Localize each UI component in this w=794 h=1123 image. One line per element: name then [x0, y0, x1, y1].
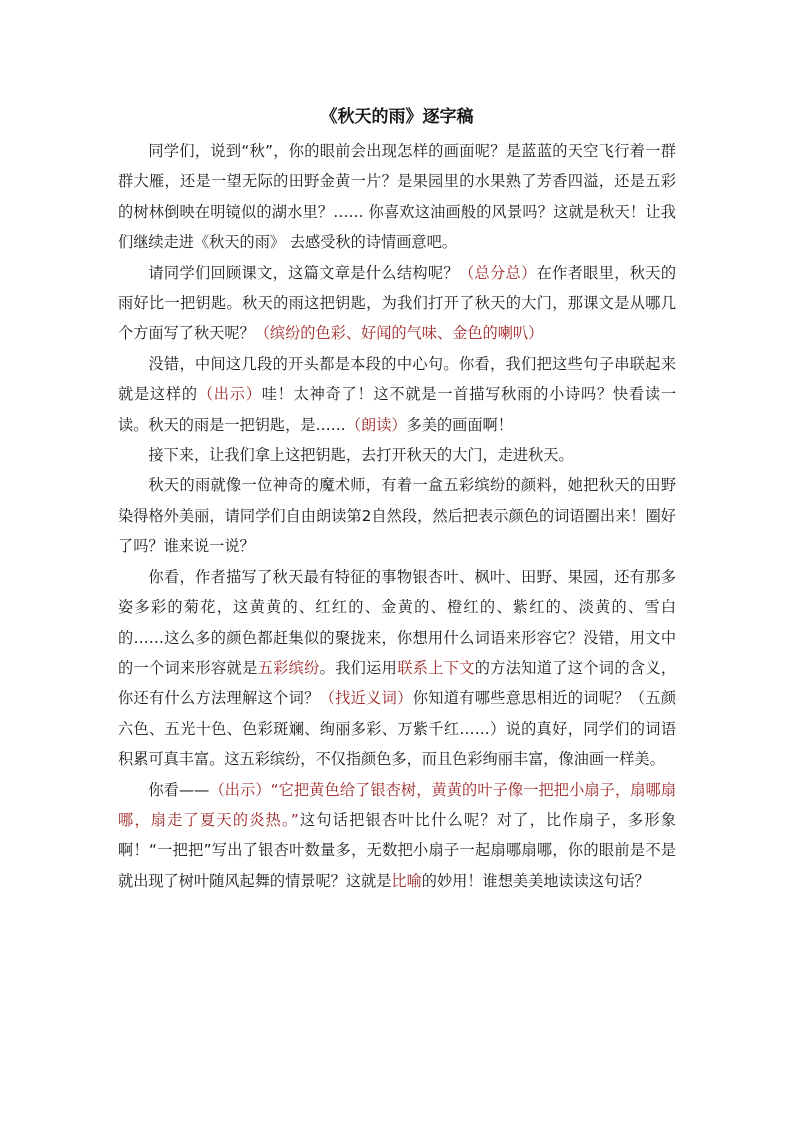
body-paragraph — [118, 562, 676, 775]
paragraph-text: 同学们，说到“秋”，你的眼前会出现怎样的画面呢？是蓝蓝的天空飞行着一群群大雁，还是一望无际的田野金黄一片？是果园里的水果熟了芳香四溢，还是五彩的树林倒映在明镜似的湖水里？…… 你喜欢这油画般的风景吗？这就是秋天！让我们继续走进《秋天的雨》 去感受秋的诗情画意吧。 — [118, 142, 676, 252]
paragraph-text: 的方法知道了这个词的含义，你还有什么方法理解这个词？ — [118, 658, 677, 708]
highlighted-text: （出示）“它把黄色给了银杏树，黄黄的叶子像一把把小扇子，扇哪扇哪，扇走了夏天的炎热。” — [118, 780, 677, 829]
highlighted-text: 五彩缤纷 — [257, 658, 320, 677]
paragraph-text: 请同学们回顾课文，这篇文章是什么结构呢？ — [148, 263, 459, 282]
paragraph-text: 接下来，让我们拿上这把钥匙，去打开秋天的大门，走进秋天。 — [148, 446, 574, 465]
document-body — [118, 136, 676, 896]
body-paragraph — [118, 440, 676, 470]
paragraph-text: 的妙用！谁想美美地读读这句话？ — [421, 871, 650, 890]
body-paragraph — [118, 470, 676, 561]
paragraph-text: 你看，作者描写了秋天最有特征的事物银杏叶、枫叶、田野、果园，还有那多姿多彩的菊花，这黄黄的、红红的、金黄的、橙红的、紫红的、淡黄的、雪白的……这么多的颜色都赶集似的聚拢来，你想用什么词语来形容它？没错，用文中的一个词来形容就是 — [118, 567, 676, 677]
body-paragraph — [118, 136, 676, 258]
paragraph-text: 这句话把银杏叶比什么呢？对了，比作扇子，多形象啊！“一把把”写出了银杏叶数量多，无数把小扇子一起扇哪扇哪，你的眼前是不是就出现了树叶随风起舞的情景呢？这就是 — [118, 810, 676, 890]
paragraph-text: 秋天的雨就像一位神奇的魔术师，有着一盒五彩缤纷的颜料，她把秋天的田野染得格外美丽，请同学们自由朗读第2自然段，然后把表示颜色的词语圈出来！圈好了吗？谁来说一说？ — [118, 476, 676, 556]
highlighted-text: （缤纷的色彩、好闻的气味、金色的喇叭） — [254, 324, 544, 343]
document-page — [118, 100, 676, 896]
body-paragraph — [118, 349, 676, 440]
paragraph-text: 哇！太神奇了！这不就是一首描写秋雨的小诗吗？快看读一读。秋天的雨是一把钥匙，是…… — [118, 385, 677, 434]
highlighted-text: （出示） — [197, 385, 262, 404]
paragraph-text: 在作者眼里，秋天的雨好比一把钥匙。秋天的雨这把钥匙，为我们打开了秋天的大门，那课文是从哪几个方面写了秋天呢？ — [118, 263, 677, 343]
paragraph-text: 多美的画面啊！ — [406, 415, 513, 434]
paragraph-text: 。我们运用 — [319, 658, 398, 677]
paragraph-text: 你看—— — [148, 780, 210, 799]
body-paragraph — [118, 258, 676, 349]
paragraph-text: 没错，中间这几段的开头都是本段的中心句。你看，我们把这些句子串联起来就是这样的 — [118, 354, 676, 404]
highlighted-text: （朗读） — [345, 415, 407, 434]
document-title: 《秋天的雨》逐字稿 — [320, 107, 474, 127]
highlighted-text: （总分总） — [458, 263, 537, 282]
body-paragraph — [118, 775, 676, 897]
highlighted-text: 比喻 — [391, 871, 422, 890]
paragraph-text: 你知道有哪些意思相近的词呢？（五颜六色、五光十色、色彩斑斓、绚丽多彩、万紫千红……）说的真好，同学们的词语积累可真丰富。这五彩缤纷，不仅指颜色多，而且色彩绚丽丰富，像油画一样美。 — [118, 689, 677, 769]
highlighted-text: 联系上下文 — [397, 658, 475, 677]
highlighted-text: （找近义词） — [319, 689, 413, 708]
